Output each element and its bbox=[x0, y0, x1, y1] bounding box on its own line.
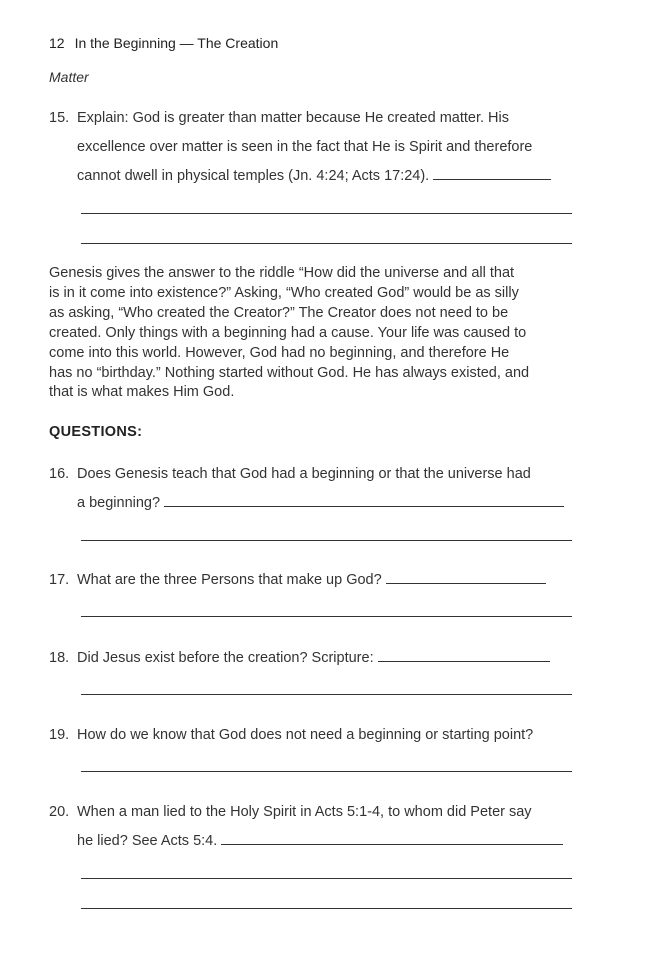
answer-line[interactable] bbox=[81, 694, 572, 695]
answer-blank[interactable] bbox=[386, 569, 546, 584]
question-text-line: When a man lied to the Holy Spirit in Acts 5:1-4, to whom did Peter say bbox=[77, 804, 532, 820]
question-15 bbox=[49, 104, 573, 191]
paragraph-line: is in it come into existence?” Asking, “Who created God” would be as silly bbox=[49, 284, 519, 301]
question-19 bbox=[49, 721, 573, 750]
section-label: Matter bbox=[49, 69, 89, 85]
question-number: 15. bbox=[49, 110, 70, 126]
paragraph-line: has no “birthday.” Nothing started without God. He has always existed, and bbox=[49, 364, 530, 381]
paragraph-line: come into this world. However, God had no beginning, and therefore He bbox=[49, 344, 510, 361]
answer-line[interactable] bbox=[81, 908, 572, 909]
question-text-line: cannot dwell in physical temples (Jn. 4:24; Acts 17:24). bbox=[77, 168, 430, 184]
question-text-line: excellence over matter is seen in the fact that He is Spirit and therefore bbox=[77, 139, 533, 155]
question-text-line: How do we know that God does not need a beginning or starting point? bbox=[77, 727, 534, 743]
question-text-line: he lied? See Acts 5:4. bbox=[77, 833, 218, 849]
question-16 bbox=[49, 460, 573, 518]
paragraph-line: Genesis gives the answer to the riddle “How did the universe and all that bbox=[49, 265, 515, 281]
answer-line[interactable] bbox=[81, 616, 572, 617]
answer-line[interactable] bbox=[81, 243, 572, 244]
paragraph-line: as asking, “Who created the Creator?” The Creator does not need to be bbox=[49, 304, 509, 321]
body-paragraph bbox=[49, 264, 579, 403]
answer-line[interactable] bbox=[81, 540, 572, 541]
paragraph-line: created. Only things with a beginning had a cause. Your life was caused to bbox=[49, 324, 527, 341]
answer-blank[interactable] bbox=[164, 492, 564, 507]
page-header bbox=[49, 35, 278, 51]
question-text-line: Did Jesus exist before the creation? Scripture: bbox=[77, 650, 374, 666]
answer-blank[interactable] bbox=[433, 165, 551, 180]
answer-blank[interactable] bbox=[378, 647, 550, 662]
question-text-line: Does Genesis teach that God had a beginning or that the universe had bbox=[77, 466, 531, 482]
answer-blank[interactable] bbox=[221, 830, 563, 845]
question-number: 20. bbox=[49, 804, 70, 820]
page-number: 12 bbox=[49, 35, 65, 51]
question-17 bbox=[49, 566, 573, 595]
answer-line[interactable] bbox=[81, 878, 572, 879]
question-number: 19. bbox=[49, 727, 70, 743]
questions-heading: QUESTIONS: bbox=[49, 424, 143, 440]
answer-line[interactable] bbox=[81, 771, 572, 772]
question-text-line: What are the three Persons that make up God? bbox=[77, 572, 382, 588]
question-text-line: Explain: God is greater than matter because He created matter. His bbox=[77, 110, 509, 126]
chapter-title: In the Beginning — The Creation bbox=[74, 35, 279, 51]
answer-line[interactable] bbox=[81, 213, 572, 214]
question-20 bbox=[49, 798, 573, 856]
question-number: 17. bbox=[49, 572, 70, 588]
paragraph-line: that is what makes Him God. bbox=[49, 384, 235, 401]
question-number: 16. bbox=[49, 466, 70, 482]
question-18 bbox=[49, 644, 573, 673]
question-number: 18. bbox=[49, 650, 70, 666]
question-text-line: a beginning? bbox=[77, 495, 161, 511]
